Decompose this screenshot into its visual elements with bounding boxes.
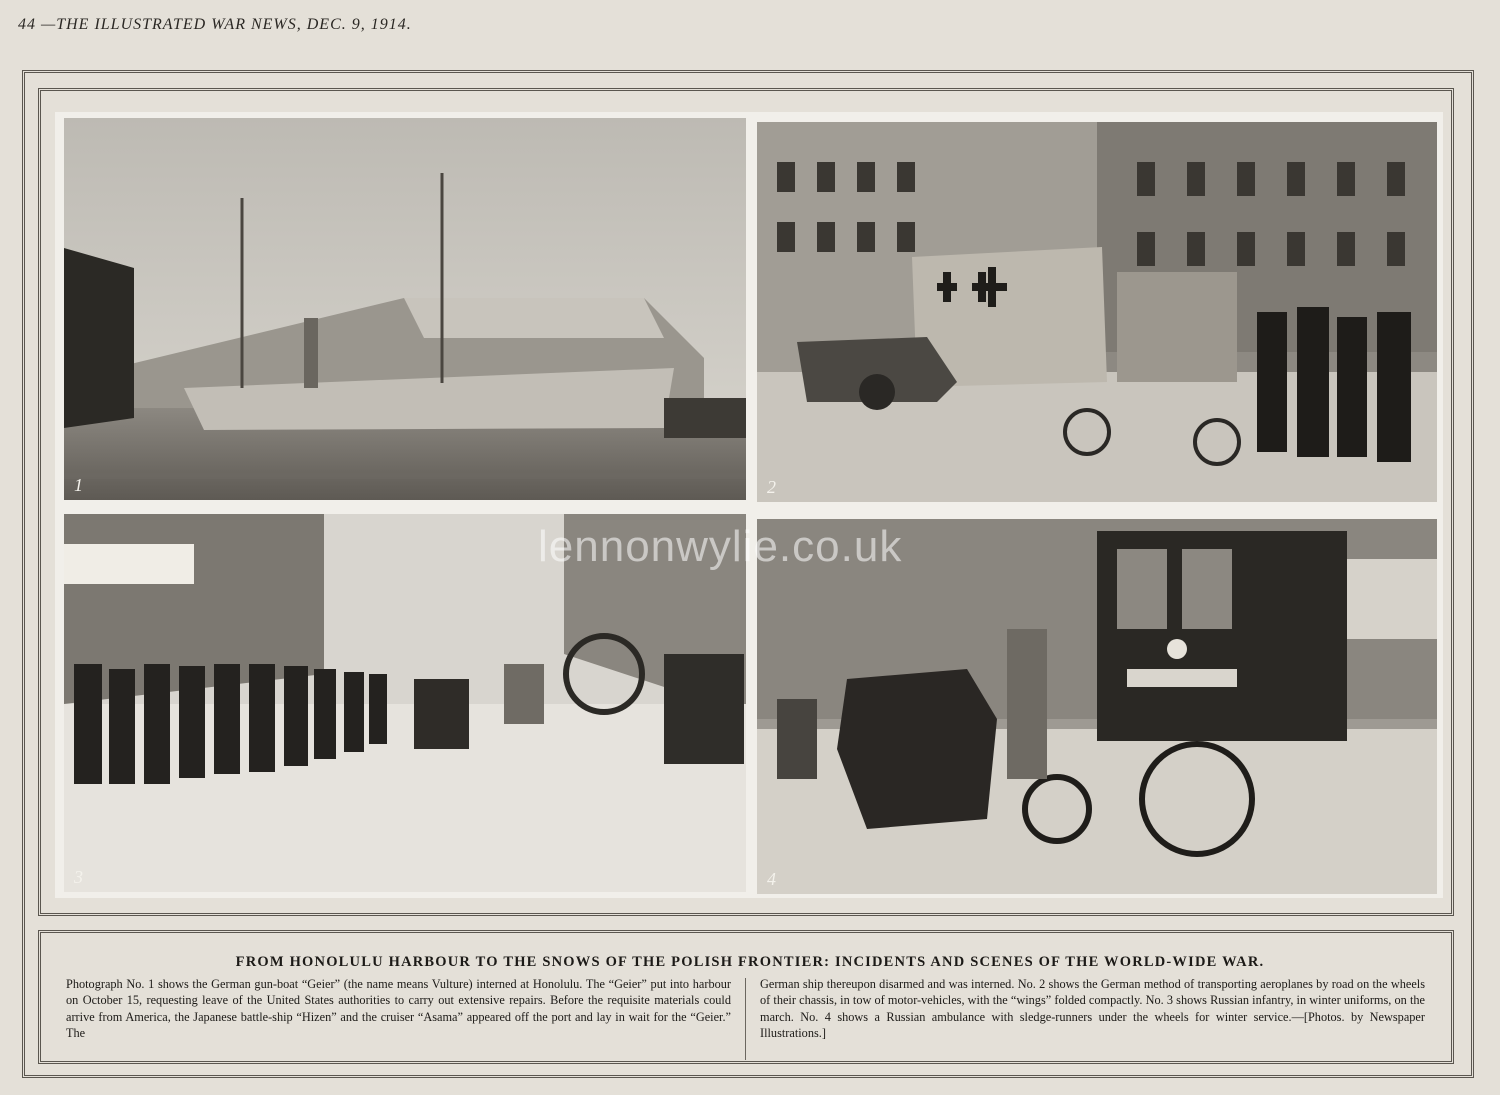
- photo-1-gunboat: [64, 118, 746, 500]
- photo-number: 3: [74, 867, 83, 887]
- caption-column-rule: [745, 978, 746, 1060]
- caption-text-right: German ship thereupon disarmed and was interned. No. 2 shows the German method of transporting aeroplanes by road on the wheels of their chassis, in tow of motor-vehicles, with the “wings” folded compactly. No. 3 shows Russian infantry, in winter uniforms, on the march. No. 4 shows a Russian ambulance with sledge-runners under the wheels for winter service.—[Photos. by Newspaper Illustrations.]: [760, 977, 1425, 1041]
- photo-4-ambulance: [757, 519, 1437, 894]
- photo-2-aeroplane: [757, 122, 1437, 502]
- photo-number: 2: [767, 477, 776, 497]
- running-head: 44 —THE ILLUSTRATED WAR NEWS, DEC. 9, 1914.: [18, 16, 412, 33]
- photo-number: 1: [74, 475, 83, 495]
- caption-title: FROM HONOLULU HARBOUR TO THE SNOWS OF THE POLISH FRONTIER: INCIDENTS AND SCENES OF THE WORLD-WIDE WAR.: [235, 954, 1265, 970]
- watermark: lennonwylie.co.uk: [538, 522, 903, 571]
- photo-number: 4: [767, 869, 776, 889]
- caption-text-left: Photograph No. 1 shows the German gun-boat “Geier” (the name means Vulture) interned at Honolulu. The “Geier” put into harbour on October 15, requesting leave of the United States authorities to carry out extensive repairs. Before the requisite materials could arrive from America, the Japanese battle-ship “Hizen” and the cruiser “Asama” appeared off the port and lay in wait for the “Geier.” The: [66, 977, 731, 1041]
